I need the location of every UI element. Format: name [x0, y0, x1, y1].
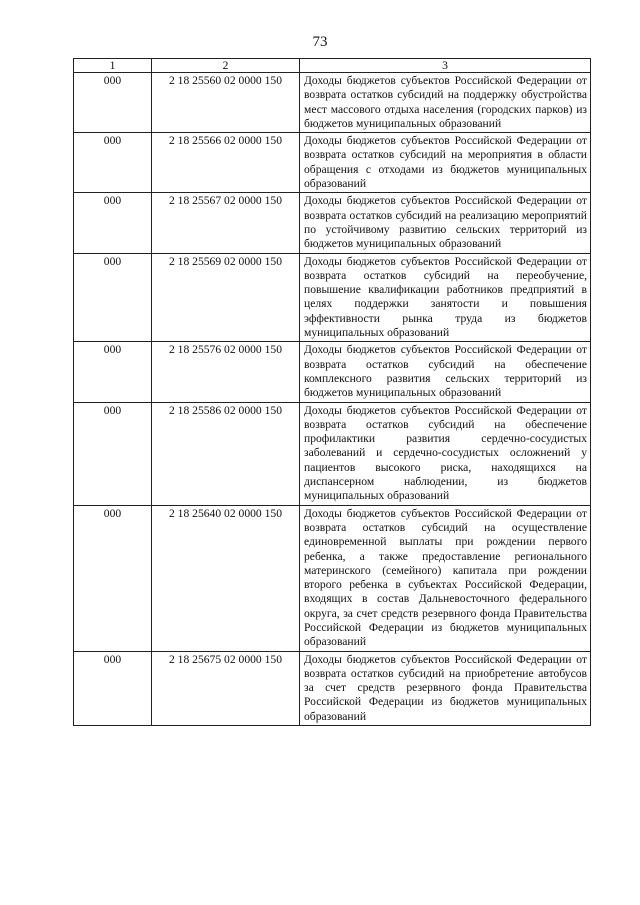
table-header [74, 59, 591, 73]
table-row [74, 253, 591, 342]
income-name-cell: Доходы бюджетов субъектов Российской Федерации от возврата остатков субсидий на поддержку обустройства мест массового отдыха населения (городских парков) из бюджетов муниципальных образований [300, 73, 591, 133]
admin-code-cell: 000 [74, 342, 152, 402]
admin-code-cell: 000 [74, 73, 152, 133]
budget-code-cell: 2 18 25567 02 0000 150 [152, 193, 300, 253]
admin-code-cell: 000 [74, 193, 152, 253]
income-name-cell: Доходы бюджетов субъектов Российской Федерации от возврата остатков субсидий на обеспечение профилактики развития сердечно-сосудистых заболеваний и сердечно-сосудистых осложнений у пациентов высокого риска, находящихся на диспансерном наблюдении, из бюджетов муниципальных образований [300, 402, 591, 505]
income-name-cell: Доходы бюджетов субъектов Российской Федерации от возврата остатков субсидий на обеспечение комплексного развития сельских территорий из бюджетов муниципальных образований [300, 342, 591, 402]
table-row [74, 651, 591, 725]
admin-code-cell: 000 [74, 651, 152, 725]
budget-code-cell: 2 18 25569 02 0000 150 [152, 253, 300, 342]
budget-codes-table [73, 58, 591, 726]
table-row [74, 73, 591, 133]
income-name-cell: Доходы бюджетов субъектов Российской Федерации от возврата остатков субсидий на мероприятия в области обращения с отходами из бюджетов муниципальных образований [300, 133, 591, 193]
table-row [74, 193, 591, 253]
page-number: 73 [312, 34, 328, 50]
budget-code-cell: 2 18 25675 02 0000 150 [152, 651, 300, 725]
budget-code-cell: 2 18 25560 02 0000 150 [152, 73, 300, 133]
budget-code-cell: 2 18 25586 02 0000 150 [152, 402, 300, 505]
admin-code-cell: 000 [74, 402, 152, 505]
budget-code-cell: 2 18 25576 02 0000 150 [152, 342, 300, 402]
budget-code-cell: 2 18 25566 02 0000 150 [152, 133, 300, 193]
column-header-2: 2 [152, 59, 300, 73]
table-body [74, 73, 591, 726]
income-name-cell: Доходы бюджетов субъектов Российской Федерации от возврата остатков субсидий на переобучение, повышение квалификации работников предприятий в целях поддержки занятости и повышения эффективности рынка труда из бюджетов муниципальных образований [300, 253, 591, 342]
admin-code-cell: 000 [74, 253, 152, 342]
header-row [74, 59, 591, 73]
admin-code-cell: 000 [74, 133, 152, 193]
column-header-1: 1 [74, 59, 152, 73]
table-row [74, 402, 591, 505]
income-name-cell: Доходы бюджетов субъектов Российской Федерации от возврата остатков субсидий на реализацию мероприятий по устойчивому развитию сельских территорий из бюджетов муниципальных образований [300, 193, 591, 253]
table-row [74, 342, 591, 402]
table-row [74, 133, 591, 193]
income-name-cell: Доходы бюджетов субъектов Российской Федерации от возврата остатков субсидий на приобретение автобусов за счет средств резервного фонда Правительства Российской Федерации из бюджетов муниципальных образований [300, 651, 591, 725]
table-row [74, 505, 591, 651]
admin-code-cell: 000 [74, 505, 152, 651]
column-header-3: 3 [300, 59, 591, 73]
budget-code-cell: 2 18 25640 02 0000 150 [152, 505, 300, 651]
income-name-cell: Доходы бюджетов субъектов Российской Федерации от возврата остатков субсидий на осуществление единовременной выплаты при рождении первого ребенка, а также предоставление регионального материнского (семейного) капитала при рождении второго ребенка в субъектах Российской Федерации, входящих в состав Дальневосточного федерального округа, за счет средств резервного фонда Правительства Российской Федерации из бюджетов муниципальных образований [300, 505, 591, 651]
